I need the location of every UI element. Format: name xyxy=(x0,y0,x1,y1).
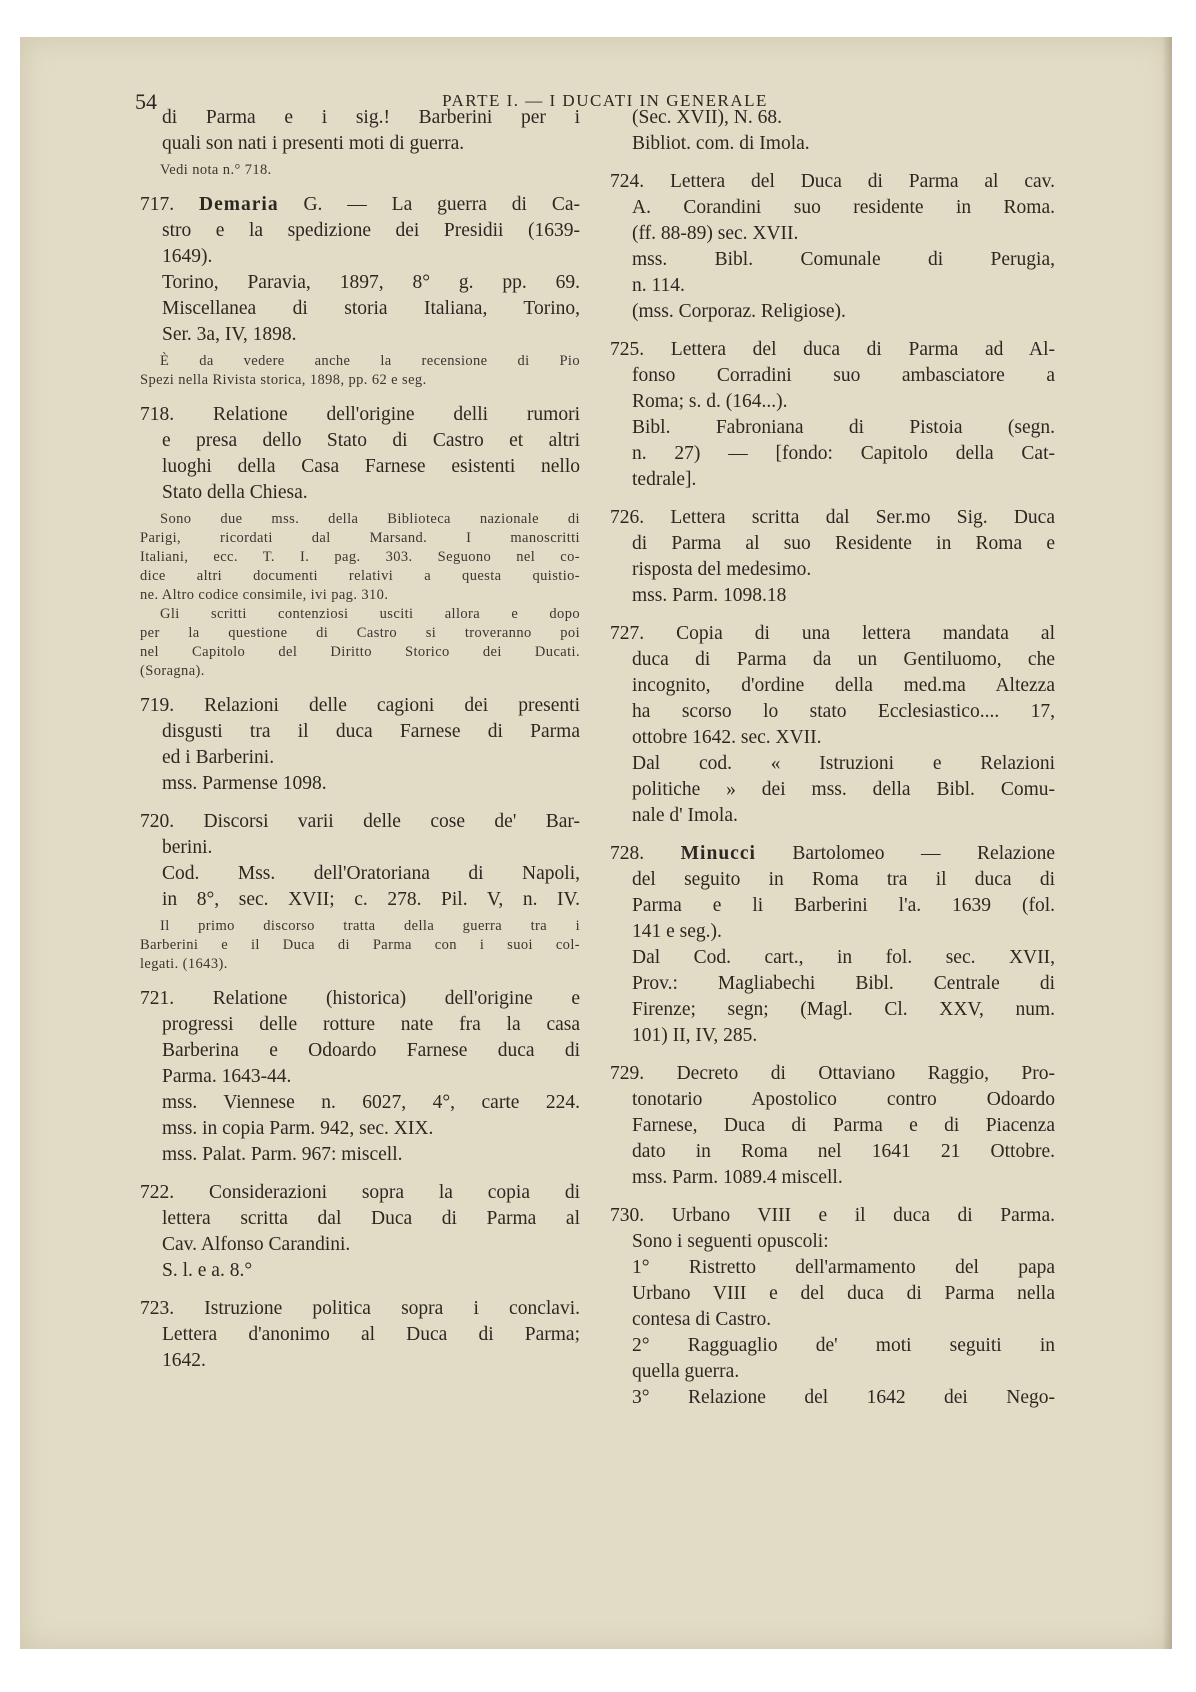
entry-note xyxy=(140,510,580,681)
entry-line: Farnese, Duca di Parma e di Piacenza xyxy=(632,1115,1055,1136)
note-line: Barberini e il Duca di Parma con i suoi col- xyxy=(140,937,580,953)
catalog-entry-729 xyxy=(610,1061,1055,1191)
note-line: (Soragna). xyxy=(140,663,205,679)
entry-line: di Parma al suo Residente in Roma e xyxy=(632,533,1055,554)
note-line: ne. Altro codice consimile, ivi pag. 310. xyxy=(140,587,389,603)
entry-line: 141 e seg.). xyxy=(632,921,722,942)
entry-note xyxy=(140,917,580,974)
entry-line: (ff. 88-89) sec. XVII. xyxy=(632,223,799,244)
entry-note xyxy=(140,352,580,390)
note-line: Gli scritti contenziosi usciti allora e dopo xyxy=(160,606,580,622)
catalog-entry-725 xyxy=(610,337,1055,493)
catalog-entry-724 xyxy=(610,169,1055,325)
left-column xyxy=(140,105,580,1386)
entry-line: Parma. 1643-44. xyxy=(162,1066,292,1087)
entry-line: nale d' Imola. xyxy=(632,805,738,826)
entry-line: S. l. e a. 8.° xyxy=(162,1260,253,1281)
entry-line: ha scorso lo stato Ecclesiastico.... 17, xyxy=(632,701,1055,722)
entry-line: disgusti tra il duca Farnese di Parma xyxy=(162,721,580,742)
catalog-entry-cont2 xyxy=(610,105,1055,157)
right-column xyxy=(610,105,1055,1423)
entry-line: Bibl. Fabroniana di Pistoia (segn. xyxy=(632,417,1055,438)
entry-line: incognito, d'ordine della med.ma Altezza xyxy=(632,675,1055,696)
entry-line: mss. Viennese n. 6027, 4°, carte 224. xyxy=(162,1092,580,1113)
entry-line: Prov.: Magliabechi Bibl. Centrale di xyxy=(632,973,1055,994)
entry-line: Barberina e Odoardo Farnese duca di xyxy=(162,1040,580,1061)
entry-line: A. Corandini suo residente in Roma. xyxy=(632,197,1055,218)
entry-line: in 8°, sec. XVII; c. 278. Pil. V, n. IV. xyxy=(162,889,580,910)
entry-line: 723. Istruzione politica sopra i conclavi. xyxy=(140,1298,580,1319)
entry-line: contesa di Castro. xyxy=(632,1309,772,1330)
entry-line: stro e la spedizione dei Presidii (1639- xyxy=(162,220,580,241)
entry-line: 1642. xyxy=(162,1350,206,1371)
entry-line: Lettera d'anonimo al Duca di Parma; xyxy=(162,1324,580,1345)
catalog-entry-722 xyxy=(140,1180,580,1284)
entry-line: tonotario Apostolico contro Odoardo xyxy=(632,1089,1055,1110)
entry-line: Ser. 3a, IV, 1898. xyxy=(162,324,297,345)
page-number: 54 xyxy=(135,89,157,114)
note-line: dice altri documenti relativi a questa quistio- xyxy=(140,568,580,584)
entry-line: mss. Parmense 1098. xyxy=(162,773,327,794)
note-line: Sono due mss. della Biblioteca nazionale di xyxy=(160,511,580,527)
entry-line: di Parma e i sig.! Barberini per i xyxy=(162,107,580,128)
entry-line: 730. Urbano VIII e il duca di Parma. xyxy=(610,1205,1055,1226)
entry-line: mss. Parm. 1098.18 xyxy=(632,585,787,606)
entry-line: 722. Considerazioni sopra la copia di xyxy=(140,1182,580,1203)
entry-line: (mss. Corporaz. Religiose). xyxy=(632,301,846,322)
entry-line: mss. Palat. Parm. 967: miscell. xyxy=(162,1144,403,1165)
entry-line: 1649). xyxy=(162,246,213,267)
entry-line: 724. Lettera del Duca di Parma al cav. xyxy=(610,171,1055,192)
entry-number: 717. xyxy=(140,194,200,215)
running-title: PARTE I. — I DUCATI IN GENERALE xyxy=(442,91,768,110)
entry-line: Dal Cod. cart., in fol. sec. XVII, xyxy=(632,947,1055,968)
entry-line: 727. Copia di una lettera mandata al xyxy=(610,623,1055,644)
entry-line: 718. Relatione dell'origine delli rumori xyxy=(140,404,580,425)
entry-line: Cav. Alfonso Carandini. xyxy=(162,1234,351,1255)
entry-line: dato in Roma nel 1641 21 Ottobre. xyxy=(632,1141,1055,1162)
entry-line: mss. in copia Parm. 942, sec. XIX. xyxy=(162,1118,434,1139)
entry-line: 721. Relatione (historica) dell'origine e xyxy=(140,988,580,1009)
entry-line: duca di Parma da un Gentiluomo, che xyxy=(632,649,1055,670)
catalog-entry-720 xyxy=(140,809,580,974)
entry-line: quali son nati i presenti moti di guerra. xyxy=(162,133,465,154)
entry-line: Roma; s. d. (164...). xyxy=(632,391,788,412)
entry-line: Cod. Mss. dell'Oratoriana di Napoli, xyxy=(162,863,580,884)
entry-line: mss. Parm. 1089.4 miscell. xyxy=(632,1167,843,1188)
entry-line: ed i Barberini. xyxy=(162,747,275,768)
entry-line: Miscellanea di storia Italiana, Torino, xyxy=(162,298,580,319)
author-name: Minucci xyxy=(680,843,756,864)
entry-line: 729. Decreto di Ottaviano Raggio, Pro- xyxy=(610,1063,1055,1084)
entry-line: n. 114. xyxy=(632,275,685,296)
catalog-entry-730 xyxy=(610,1203,1055,1411)
entry-line: ottobre 1642. sec. XVII. xyxy=(632,727,822,748)
note-line: Italiani, ecc. T. I. pag. 303. Seguono nel co- xyxy=(140,549,580,565)
entry-title: Bartolomeo — Relazione xyxy=(755,843,1056,864)
catalog-entry-727 xyxy=(610,621,1055,829)
catalog-entry-719 xyxy=(140,693,580,797)
catalog-entry-726 xyxy=(610,505,1055,609)
entry-line: Bibliot. com. di Imola. xyxy=(632,133,810,154)
note-line: È da vedere anche la recensione di Pio xyxy=(160,353,580,369)
entry-line: Dal cod. « Istruzioni e Relazioni xyxy=(632,753,1055,774)
entry-line: 101) II, IV, 285. xyxy=(632,1025,758,1046)
entry-line: politiche » dei mss. della Bibl. Comu- xyxy=(632,779,1055,800)
entry-line xyxy=(610,841,1055,867)
entry-line: luoghi della Casa Farnese esistenti nello xyxy=(162,456,580,477)
note-line: Parigi, ricordati dal Marsand. I manoscritti xyxy=(140,530,580,546)
note-line: nel Capitolo del Diritto Storico dei Ducati. xyxy=(140,644,580,660)
author-name: Demaria xyxy=(199,194,279,215)
entry-line: 2° Ragguaglio de' moti seguiti in xyxy=(632,1335,1055,1356)
note-line: Vedi nota n.° 718. xyxy=(160,162,272,178)
entry-title: G. — La guerra di Ca- xyxy=(278,194,580,215)
entry-line: Stato della Chiesa. xyxy=(162,482,308,503)
entry-line: 3° Relazione del 1642 dei Nego- xyxy=(632,1387,1055,1408)
entry-line: quella guerra. xyxy=(632,1361,740,1382)
entry-line: tedrale]. xyxy=(632,469,697,490)
note-line: Il primo discorso tratta della guerra tra i xyxy=(160,918,580,934)
entry-line: del seguito in Roma tra il duca di xyxy=(632,869,1055,890)
entry-line: Sono i seguenti opuscoli: xyxy=(632,1231,829,1252)
entry-line: progressi delle rotture nate fra la casa xyxy=(162,1014,580,1035)
entry-line: lettera scritta dal Duca di Parma al xyxy=(162,1208,580,1229)
entry-note xyxy=(140,161,580,180)
entry-line: (Sec. XVII), N. 68. xyxy=(632,107,783,128)
entry-line: risposta del medesimo. xyxy=(632,559,812,580)
entry-line xyxy=(140,192,580,218)
catalog-entry-721 xyxy=(140,986,580,1168)
entry-line: 1° Ristretto dell'armamento del papa xyxy=(632,1257,1055,1278)
entry-line: n. 27) — [fondo: Capitolo della Cat- xyxy=(632,443,1055,464)
catalog-entry-728 xyxy=(610,841,1055,1049)
entry-line: Urbano VIII e del duca di Parma nella xyxy=(632,1283,1055,1304)
catalog-entry-723 xyxy=(140,1296,580,1374)
entry-line: Parma e li Barberini l'a. 1639 (fol. xyxy=(632,895,1055,916)
catalog-entry-cont xyxy=(140,105,580,180)
entry-number: 728. xyxy=(610,843,681,864)
note-line: legati. (1643). xyxy=(140,956,228,972)
entry-line: 719. Relazioni delle cagioni dei presenti xyxy=(140,695,580,716)
catalog-entry-718 xyxy=(140,402,580,681)
entry-line: Torino, Paravia, 1897, 8° g. pp. 69. xyxy=(162,272,580,293)
entry-line: mss. Bibl. Comunale di Perugia, xyxy=(632,249,1055,270)
entry-line: berini. xyxy=(162,837,213,858)
entry-line: Firenze; segn; (Magl. Cl. XXV, num. xyxy=(632,999,1055,1020)
note-line: Spezi nella Rivista storica, 1898, pp. 62 e seg. xyxy=(140,372,427,388)
entry-line: e presa dello Stato di Castro et altri xyxy=(162,430,580,451)
entry-line: fonso Corradini suo ambasciatore a xyxy=(632,365,1055,386)
entry-line: 720. Discorsi varii delle cose de' Bar- xyxy=(140,811,580,832)
catalog-entry-717 xyxy=(140,192,580,390)
entry-line: 725. Lettera del duca di Parma ad Al- xyxy=(610,339,1055,360)
entry-line: 726. Lettera scritta dal Ser.mo Sig. Duca xyxy=(610,507,1055,528)
note-line: per la questione di Castro si troveranno poi xyxy=(140,625,580,641)
